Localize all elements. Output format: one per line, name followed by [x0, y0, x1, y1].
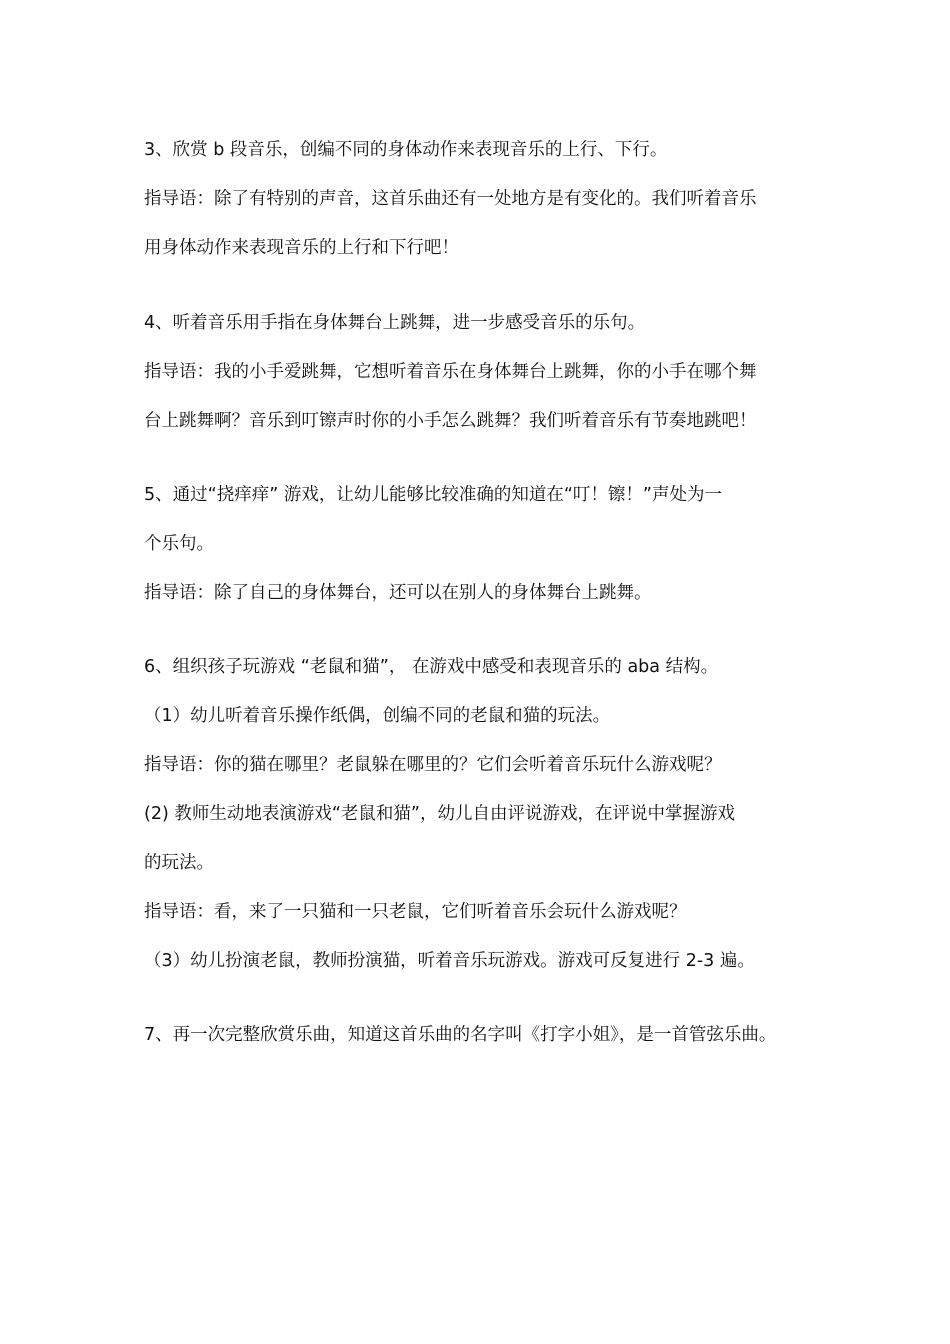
step-3-guide-line-1: 指导语：除了有特别的声音，这首乐曲还有一处地方是有变化的。我们听着音乐 [144, 189, 757, 209]
step-6-sub-3: （3）幼儿扮演老鼠，教师扮演猫，听着音乐玩游戏。游戏可反复进行 2-3 遍。 [144, 951, 755, 971]
step-6-sub-1: （1）幼儿听着音乐操作纸偶，创编不同的老鼠和猫的玩法。 [144, 706, 611, 726]
step-6-heading: 6、组织孩子玩游戏 “老鼠和猫”， 在游戏中感受和表现音乐的 aba 结构。 [144, 657, 719, 677]
step-5-heading-line-2: 个乐句。 [144, 534, 214, 554]
step-4-heading: 4、听着音乐用手指在身体舞台上跳舞，进一步感受音乐的乐句。 [144, 313, 646, 333]
step-7-heading: 7、再一次完整欣赏乐曲，知道这首乐曲的名字叫《打字小姐》，是一首管弦乐曲。 [144, 1025, 777, 1045]
step-6-sub-2-line-2: 的玩法。 [144, 853, 214, 873]
step-5-guide: 指导语：除了自己的身体舞台，还可以在别人的身体舞台上跳舞。 [144, 583, 652, 603]
step-4-guide-line-2: 台上跳舞啊？音乐到叮镲声时你的小手怎么跳舞？我们听着音乐有节奏地跳吧！ [144, 411, 757, 431]
step-5-heading-line-1: 5、通过“挠痒痒” 游戏，让幼儿能够比较准确的知道在“叮！镲！”声处为一 [144, 485, 722, 505]
step-3-guide-line-2: 用身体动作来表现音乐的上行和下行吧！ [144, 238, 459, 258]
step-6-sub-2-guide: 指导语：看，来了一只猫和一只老鼠，它们听着音乐会玩什么游戏呢？ [144, 902, 687, 922]
step-3-heading: 3、欣赏 b 段音乐，创编不同的身体动作来表现音乐的上行、下行。 [144, 140, 668, 160]
step-4-guide-line-1: 指导语：我的小手爱跳舞，它想听着音乐在身体舞台上跳舞，你的小手在哪个舞 [144, 362, 757, 382]
step-6-sub-2-line-1: (2) 教师生动地表演游戏“老鼠和猫”，幼儿自由评说游戏，在评说中掌握游戏 [144, 804, 735, 824]
step-6-sub-1-guide: 指导语：你的猫在哪里？老鼠躲在哪里的？它们会听着音乐玩什么游戏呢？ [144, 755, 722, 775]
